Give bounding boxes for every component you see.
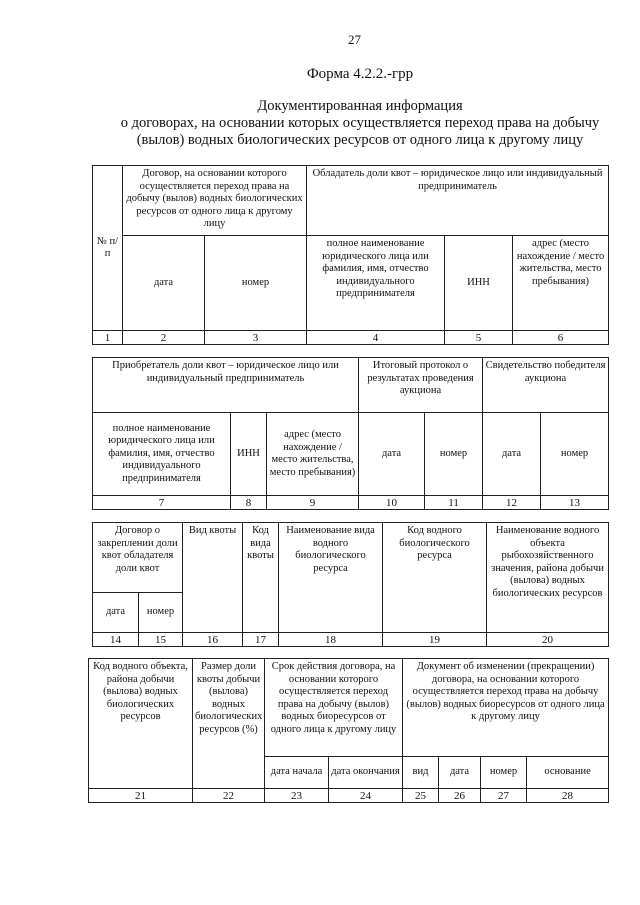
certificate-number-header: номер — [541, 413, 609, 496]
acquirer-header: Приобретатель доли квот – юридическое лицо или индивидуальный предприниматель — [93, 358, 359, 413]
title-line-2: о договорах, на основании которых осуществляется переход права на добычу — [120, 115, 600, 131]
quota-type-code-header: Код вида квоты — [243, 523, 279, 633]
species-code-header: Код водного биологического ресурса — [383, 523, 487, 633]
doc-number-header: номер — [481, 757, 527, 789]
col-num: 23 — [265, 789, 329, 803]
holder-header: Обладатель доли квот – юридическое лицо или индивидуальный предприниматель — [307, 166, 609, 236]
col-num: 10 — [359, 496, 425, 510]
start-date-header: дата начала — [265, 757, 329, 789]
col-num: 28 — [527, 789, 609, 803]
doc-kind-header: вид — [403, 757, 439, 789]
acquirer-name-header: полное наименование юридического лица или фамилия, имя, отчество индивидуального предпринимателя — [93, 413, 231, 496]
col-num: 27 — [481, 789, 527, 803]
share-size-header: Размер доли квоты добычи (вылова) водных биологических ресурсов (%) — [193, 659, 265, 789]
certificate-date-header: дата — [483, 413, 541, 496]
fixation-header: Договор о закреплении доли квот обладателя доли квот — [93, 523, 183, 593]
col-num: 24 — [329, 789, 403, 803]
protocol-header: Итоговый протокол о результатах проведения аукциона — [359, 358, 483, 413]
table-quota-resource — [92, 522, 609, 647]
doc-date-header: дата — [439, 757, 481, 789]
col-num: 12 — [483, 496, 541, 510]
term-header: Срок действия договора, на основании которого осуществляется переход права на добычу (вылов) водных биоресурсов от одного лица к другому лицу — [265, 659, 403, 757]
table-contract-holder — [92, 165, 609, 345]
protocol-date-header: дата — [359, 413, 425, 496]
table-object-term-change — [88, 658, 609, 803]
col-num: 2 — [123, 331, 205, 345]
col-num: 6 — [513, 331, 609, 345]
col-num: 13 — [541, 496, 609, 510]
fixation-date-header: дата — [93, 593, 139, 633]
holder-name-header: полное наименование юридического лица или фамилия, имя, отчество индивидуального предпринимателя — [307, 236, 445, 331]
col-num: 1 — [93, 331, 123, 345]
quota-type-header: Вид квоты — [183, 523, 243, 633]
col-num: 22 — [193, 789, 265, 803]
col-num: 25 — [403, 789, 439, 803]
certificate-header: Свидетельство победителя аукциона — [483, 358, 609, 413]
col-num: 8 — [231, 496, 267, 510]
change-document-header: Документ об изменении (прекращении) договора, на основании которого осуществляется переход права на добычу (вылов) водных биоресурсов от одного лица к другому лицу — [403, 659, 609, 757]
acquirer-inn-header: ИНН — [231, 413, 267, 496]
col-num: 17 — [243, 633, 279, 647]
document-title — [60, 98, 640, 149]
col-num: 19 — [383, 633, 487, 647]
table-acquirer-auction — [92, 357, 609, 510]
object-code-header: Код водного объекта, района добычи (вылова) водных биологических ресурсов — [89, 659, 193, 789]
species-header: Наименование вида водного биологического ресурса — [279, 523, 383, 633]
holder-address-header: адрес (место нахождение / место жительства, место пребывания) — [513, 236, 609, 331]
fixation-number-header: номер — [139, 593, 183, 633]
col-num: 4 — [307, 331, 445, 345]
col-num: 21 — [89, 789, 193, 803]
form-code: Форма 4.2.2.-грр — [306, 66, 414, 82]
col-num: 16 — [183, 633, 243, 647]
acquirer-address-header: адрес (место нахождение / место жительства, место пребывания) — [267, 413, 359, 496]
contract-number-header: номер — [205, 236, 307, 331]
holder-inn-header: ИНН — [445, 236, 513, 331]
col-num: 7 — [93, 496, 231, 510]
col-num: 15 — [139, 633, 183, 647]
col-number-header: № п/п — [93, 166, 123, 331]
contract-header: Договор, на основании которого осуществляется переход права на добычу (вылов) водных биологических ресурсов от одного лица к другому лицу — [123, 166, 307, 236]
col-num: 26 — [439, 789, 481, 803]
col-num: 14 — [93, 633, 139, 647]
doc-basis-header: основание — [527, 757, 609, 789]
col-num: 18 — [279, 633, 383, 647]
col-num: 9 — [267, 496, 359, 510]
title-line-1: Документированная информация — [257, 98, 463, 114]
col-num: 20 — [487, 633, 609, 647]
col-num: 11 — [425, 496, 483, 510]
page-number: 27 — [348, 32, 361, 47]
water-object-header: Наименование водного объекта рыбохозяйственного значения, района добычи (вылова) водных биологических ресурсов — [487, 523, 609, 633]
end-date-header: дата окончания — [329, 757, 403, 789]
title-line-3: (вылов) водных биологических ресурсов от одного лица к другому лицу — [136, 132, 584, 148]
col-num: 5 — [445, 331, 513, 345]
contract-date-header: дата — [123, 236, 205, 331]
col-num: 3 — [205, 331, 307, 345]
protocol-number-header: номер — [425, 413, 483, 496]
